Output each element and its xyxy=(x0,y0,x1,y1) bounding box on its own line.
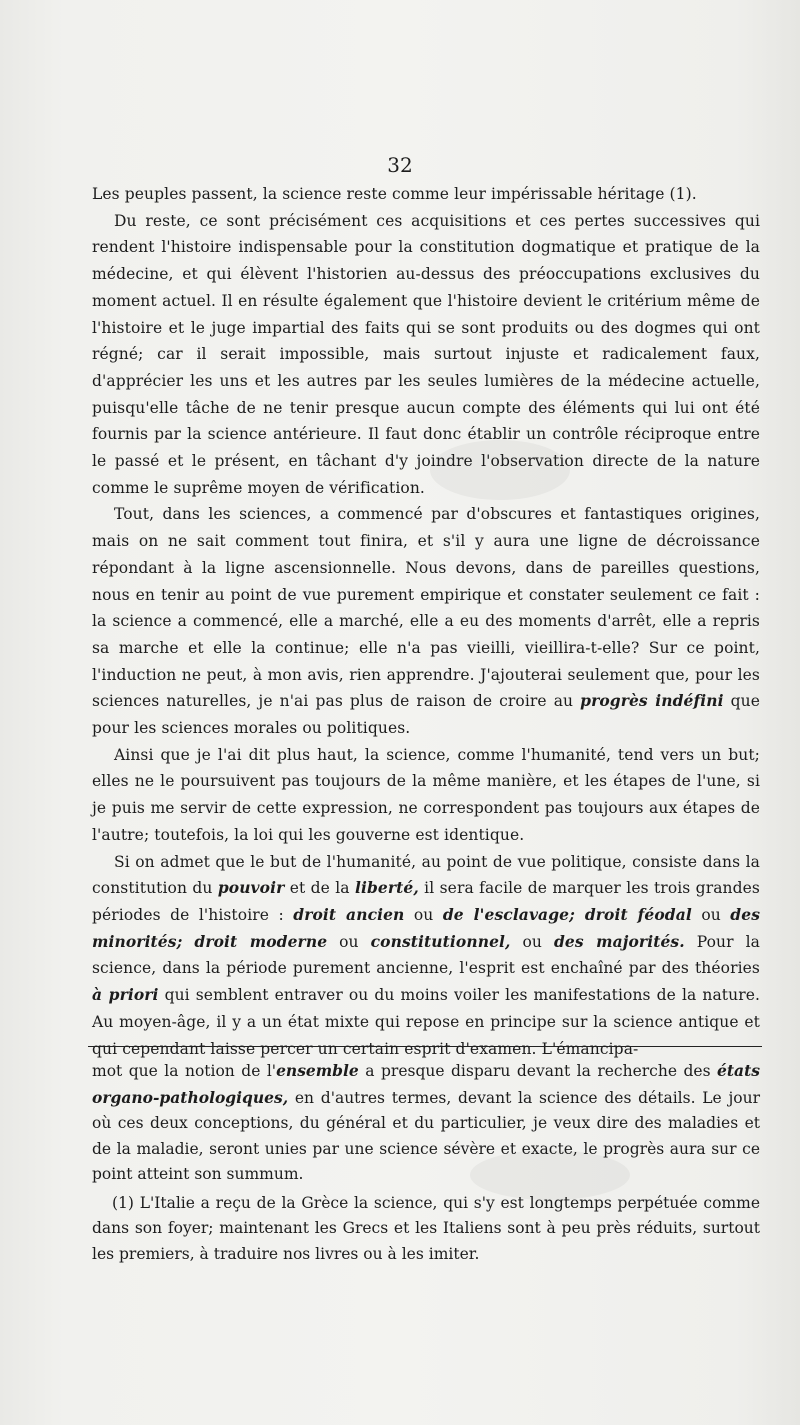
emphasis: droit moderne xyxy=(194,931,328,951)
paragraph-3 xyxy=(92,501,760,741)
emphasis: ensemble xyxy=(276,1061,359,1080)
emphasis: constitutionnel, xyxy=(370,931,511,951)
page-number: 32 xyxy=(387,153,413,177)
paragraph-5 xyxy=(92,849,760,1063)
text-run: ou xyxy=(339,932,359,951)
emphasis: droit ancien xyxy=(293,904,405,924)
text-run: Pour la science, dans la période purement ancienne, l'esprit est enchaîné par des théories xyxy=(92,932,760,978)
footnote-divider xyxy=(88,1046,762,1047)
emphasis: de l'esclavage; droit féodal xyxy=(442,904,692,924)
text-run: il sera facile de marquer les trois grandes périodes de l'histoire : xyxy=(92,879,760,924)
emphasis: des minorités; xyxy=(92,904,761,951)
emphasis: liberté, xyxy=(354,878,419,898)
text-run: a presque disparu devant la recherche des xyxy=(365,1062,711,1080)
text-run: Si on admet que le but de l'humanité, au point de vue politique, consiste dans la constitution du xyxy=(92,852,760,898)
paragraph-1: Les peuples passent, la science reste comme leur impérissable héritage (1). xyxy=(92,185,697,203)
emphasis: des majorités. xyxy=(553,931,685,951)
paragraph-4: Ainsi que je l'ai dit plus haut, la science, comme l'humanité, tend vers un but; elles ne le poursuivent pas toujours de la même manière, et les étapes de l'une, si je puis me servir de cette expression, ne correspondent pas toujours aux étapes de l'autre; toutefois, la loi qui les gouverne est identique. xyxy=(92,745,760,844)
text-run: ou xyxy=(522,932,543,951)
main-text xyxy=(92,181,760,1062)
text-run: mot que la notion de l' xyxy=(92,1062,277,1080)
footnotes xyxy=(92,1058,760,1267)
emphasis: à priori xyxy=(92,985,159,1005)
text-run: et de la xyxy=(289,879,350,898)
emphasis: états organo-pathologiques, xyxy=(92,1061,760,1107)
text-run: que pour les sciences morales ou politiques. xyxy=(92,692,760,738)
text-run: en d'autres termes, devant la science des détails. Le jour où ces deux conceptions, du général et du particulier, je veux dire des maladies et de la maladie, seront unies par une science sévère et exacte, le progrès aura sur ce point atteint son summum. xyxy=(92,1088,760,1183)
text-run: ou xyxy=(413,905,434,924)
footnote-1: (1) L'Italie a reçu de la Grèce la science, qui s'y est longtemps perpétuée comme dans son foyer; maintenant les Grecs et les Italiens sont à peu près réduits, surtout les premiers, à traduire nos livres ou à les imiter. xyxy=(92,1193,760,1263)
paragraph-2: Du reste, ce sont précisément ces acquisitions et ces pertes successives qui rendent l'histoire indispensable pour la constitution dogmatique et pratique de la médecine, et qui élèvent l'historien au-dessus des préoccupations exclusives du moment actuel. Il en résulte également que l'histoire devient le critérium même de l'histoire et le juge impartial des faits qui se sont produits ou des dogmes qui ont régné; car il serait impossible, mais surtout injuste et radicalement faux, d'apprécier les uns et les autres par les seules lumières de la médecine actuelle, puisqu'elle tâche de ne tenir presque aucun compte des éléments qui lui ont été fournis par la science antérieure. Il faut donc établir un contrôle réciproque entre le passé et le présent, en tâchant d'y joindre l'observation directe de la nature comme le suprême moyen de vérification. xyxy=(92,211,760,497)
emphasis: progrès indéfini xyxy=(580,691,724,711)
text-run: qui semblent entraver ou du moins voiler les manifestations de la nature. Au moyen-âge, il y a un état mixte qui repose en principe sur la science antique et qui cependant laisse percer un certain esprit d'examen. L'émancipa- xyxy=(92,986,761,1058)
text-run: ou xyxy=(701,905,721,924)
footnote-continuation xyxy=(92,1058,760,1188)
emphasis: pouvoir xyxy=(217,878,285,898)
text-run: Tout, dans les sciences, a commencé par d'obscures et fantastiques origines, mais on ne sait comment tout finira, et s'il y aura une ligne de décroissance répondant à la ligne ascensionnelle. Nous devons, dans de pareilles questions, nous en tenir au point de vue purement empirique et constater seulement ce fait : la science a commencé, elle a marché, elle a eu des moments d'arrêt, elle a repris sa marche et elle la continue; elle n'a pas vieilli, vieillira-t-elle? Sur ce point, l'induction ne peut, à mon avis, rien apprendre. J'ajouterai seulement que, pour les sciences naturelles, je n'ai pas plus de raison de croire au xyxy=(92,505,760,711)
